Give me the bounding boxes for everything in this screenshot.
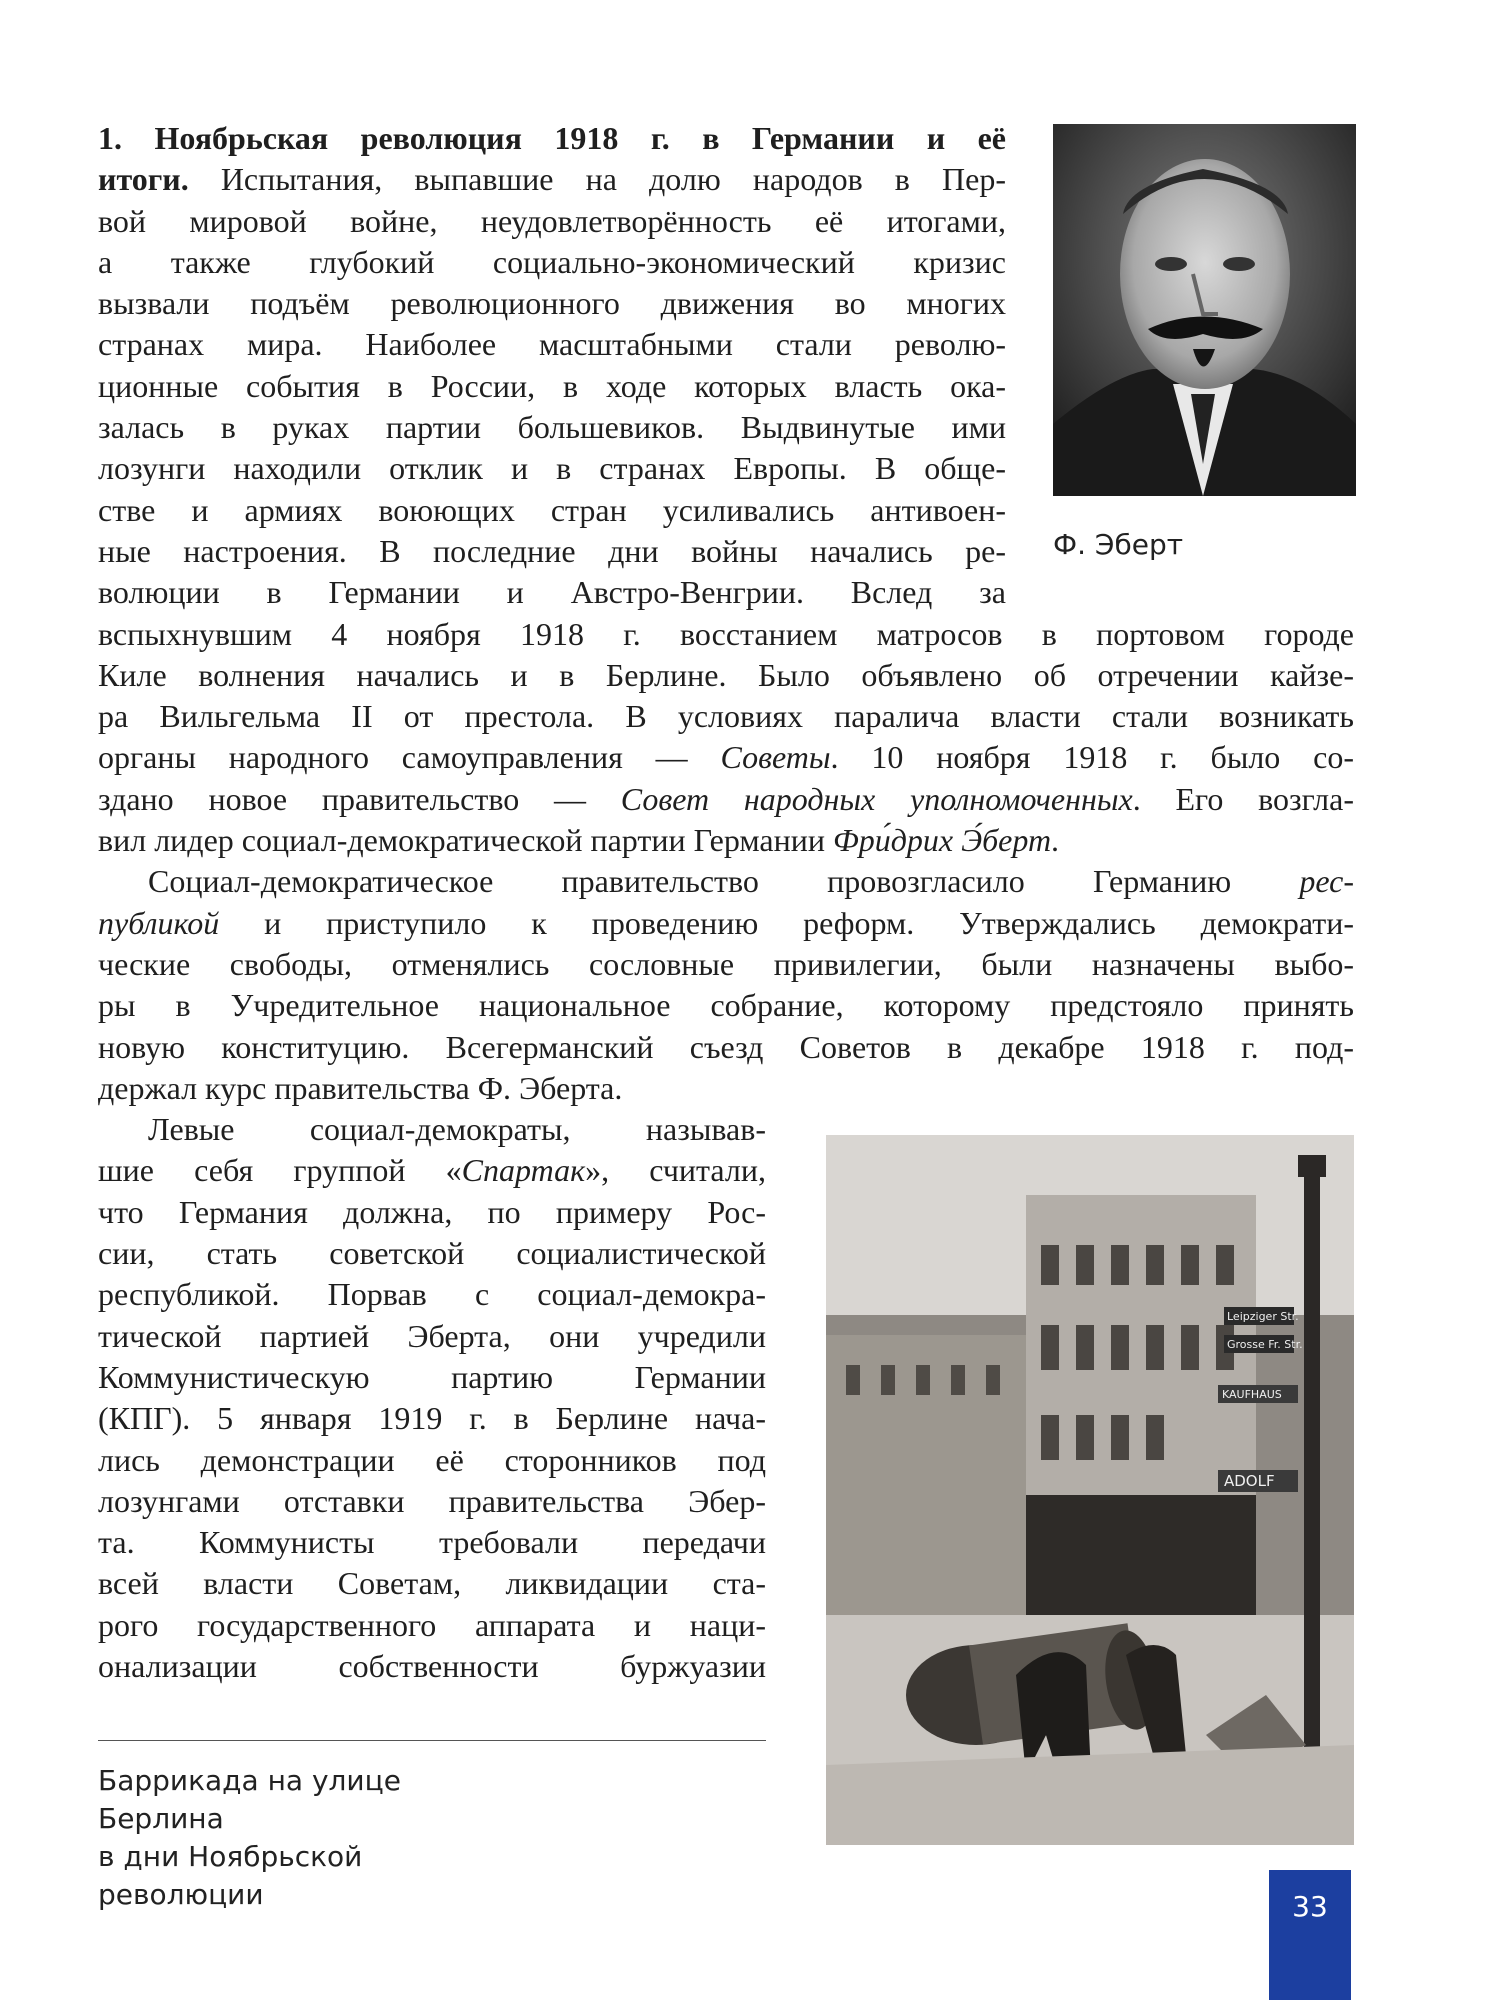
sign-text: Grosse Fr. Str. bbox=[1227, 1338, 1303, 1351]
barricade-photo bbox=[826, 1135, 1354, 1845]
ebert-portrait-photo bbox=[1053, 124, 1356, 496]
text-line: держал курс правительства Ф. Эберта. bbox=[98, 1069, 623, 1106]
portrait-caption: Ф. Эберт bbox=[1053, 528, 1184, 561]
text-line: рого государственного аппарата и наци- bbox=[98, 1606, 766, 1643]
text-line: здано новое правительство — Совет народных уполномоченных. Его возгла- bbox=[98, 780, 1355, 817]
text-line: волюции в Германии и Австро-Венгрии. Вслед за bbox=[98, 574, 1006, 611]
text-line: вил лидер социал-демократической партии Германии Фри́дрих Э́берт. bbox=[98, 822, 1060, 859]
text-line: вызвали подъём революционного движения во многих bbox=[98, 285, 1006, 322]
text-line: публикой и приступило к проведению реформ. Утверждались демократи- bbox=[98, 904, 1354, 941]
text-line: ные настроения. В последние дни войны начались ре- bbox=[98, 532, 1006, 569]
text-line: стве и армиях воюющих стран усиливались антивоен- bbox=[98, 491, 1006, 528]
text-line: всей власти Советам, ликвидации ста- bbox=[98, 1565, 766, 1602]
text-line: 1. Ноябрьская революция 1918 г. в Германии и её bbox=[98, 120, 1006, 156]
photo-caption bbox=[98, 1762, 518, 1914]
sign-text: Leipziger Str. bbox=[1227, 1310, 1299, 1323]
text-line: ционные события в России, в ходе которых власть ока- bbox=[98, 367, 1006, 404]
text-line: сии, стать советской социалистической bbox=[98, 1235, 766, 1272]
text-line: органы народного самоуправления — Советы. 10 ноября 1918 г. было со- bbox=[98, 739, 1355, 776]
text-line: залась в руках партии большевиков. Выдвинутые ими bbox=[98, 409, 1006, 446]
text-line: (КПГ). 5 января 1919 г. в Берлине нача- bbox=[98, 1400, 766, 1437]
text-line: лись демонстрации её сторонников под bbox=[98, 1441, 766, 1478]
text-line: лозунгами отставки правительства Эбер- bbox=[98, 1482, 766, 1519]
text-line: вой мировой войне, неудовлетворённость её итогами, bbox=[98, 202, 1006, 239]
text-line: вспыхнувшим 4 ноября 1918 г. восстанием матросов в портовом городе bbox=[98, 615, 1354, 652]
text-line: итоги. Испытания, выпавшие на долю народов в Пер- bbox=[98, 161, 1006, 198]
text-line: ра Вильгельма II от престола. В условиях паралича власти стали возникать bbox=[98, 698, 1354, 735]
photo-caption-line: Баррикада на улице Берлина bbox=[98, 1764, 401, 1835]
text-line: странах мира. Наиболее масштабными стали револю- bbox=[98, 326, 1006, 363]
text-line: та. Коммунисты требовали передачи bbox=[98, 1524, 766, 1561]
text-line: онализации собственности буржуазии bbox=[98, 1647, 766, 1684]
page-number: 33 bbox=[1269, 1870, 1351, 2000]
text-line: а также глубокий социально-экономический кризис bbox=[98, 243, 1006, 280]
text-line: Левые социал-демократы, называв- bbox=[148, 1111, 766, 1148]
text-line: ческие свободы, отменялись сословные привилегии, были назначены выбо- bbox=[98, 945, 1354, 982]
sign-text: KAUFHAUS bbox=[1222, 1388, 1282, 1401]
photo-caption-line: в дни Ноябрьской революции bbox=[98, 1840, 363, 1911]
text-line: ры в Учредительное национальное собрание, которому предстояло принять bbox=[98, 987, 1354, 1024]
text-line: республикой. Порвав с социал-демокра- bbox=[98, 1276, 766, 1313]
text-line: лозунги находили отклик и в странах Европы. В обще- bbox=[98, 450, 1006, 487]
text-line: Киле волнения начались и в Берлине. Было объявлено об отречении кайзе- bbox=[98, 656, 1354, 693]
text-line: Социал-демократическое правительство провозгласило Германию рес- bbox=[148, 863, 1354, 900]
sign-text: ADOLF bbox=[1224, 1472, 1275, 1490]
text-line: тической партией Эберта, они учредили bbox=[98, 1317, 766, 1354]
text-line: шие себя группой «Спартак», считали, bbox=[98, 1152, 767, 1189]
text-line: что Германия должна, по примеру Рос- bbox=[98, 1193, 766, 1230]
text-line: Коммунистическую партию Германии bbox=[98, 1358, 766, 1395]
text-line: новую конституцию. Всегерманский съезд Советов в декабре 1918 г. под- bbox=[98, 1028, 1354, 1065]
caption-divider bbox=[98, 1740, 766, 1741]
